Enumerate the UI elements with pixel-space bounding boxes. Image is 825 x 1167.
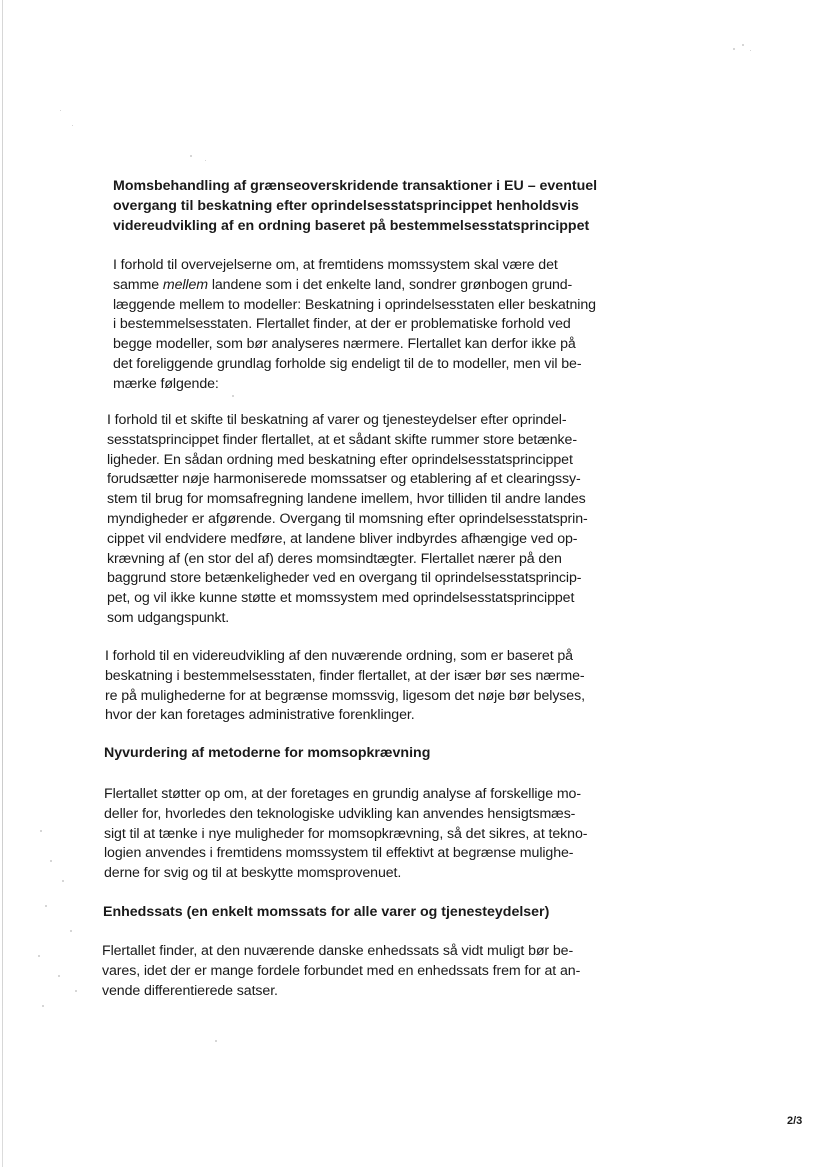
title-line: videreudvikling af en ordning baseret på bestemmelsesstatsprincippet xyxy=(113,218,590,234)
title-line: overgang til beskatning efter oprindelsesstatsprincippet henholdsvis xyxy=(113,198,579,214)
scan-speck xyxy=(742,44,744,46)
paragraph-5 xyxy=(102,942,580,1001)
paragraph-line: deller for, hvorledes den teknologiske udvikling kan anvendes hensigtsmæs- xyxy=(104,805,576,822)
paragraph-line: I forhold til en videreudvikling af den nuværende ordning, som er baseret på xyxy=(105,648,573,664)
paragraph-line: det foreliggende grundlag forholde sig endeligt til de to modeller, men vil be- xyxy=(113,355,582,372)
scan-speck xyxy=(215,1040,217,1042)
paragraph-line: myndigheder er afgørende. Overgang til momsning efter oprindelsesstatsprin- xyxy=(107,510,588,527)
paragraph-line: i bestemmelsesstaten. Flertallet finder, at der er problematiske forhold ved xyxy=(113,316,571,333)
scan-speck xyxy=(75,990,77,992)
paragraph-line: derne for svig og til at beskytte momsprovenuet. xyxy=(104,865,402,882)
scan-speck xyxy=(232,395,234,397)
paragraph-line: cippet vil endvidere medføre, at landene bliver indbyrdes afhængige ved op- xyxy=(107,530,578,547)
text-run: landene som i det enkelte land, sondrer grønbogen grund- xyxy=(207,276,573,293)
paragraph-line: re på mulighederne for at begrænse momssvig, ligesom det nøje bør belyses, xyxy=(105,687,585,704)
scan-speck xyxy=(38,955,40,957)
paragraph-line: Flertallet støtter op om, at der foretages en grundig analyse af forskellige mo- xyxy=(104,786,581,802)
scan-speck xyxy=(40,830,42,832)
paragraph-line: begge modeller, som bør analyseres nærmere. Flertallet kan derfor ikke på xyxy=(113,336,576,353)
paragraph-line: beskatning i bestemmelsesstaten, finder flertallet, at der især bør ses nærme- xyxy=(105,667,585,684)
scan-edge xyxy=(2,0,3,1167)
paragraph-line: hvor der kan foretages administrative forenklinger. xyxy=(105,707,415,724)
scan-speck xyxy=(62,880,64,882)
section-heading-metoder: Nyvurdering af metoderne for momsopkrævning xyxy=(104,745,431,761)
paragraph-4 xyxy=(104,785,587,884)
scan-speck xyxy=(60,110,61,111)
paragraph-line xyxy=(113,276,596,296)
paragraph-line: mærke følgende: xyxy=(113,375,219,392)
paragraph-line: vende differentierede satser. xyxy=(102,982,278,999)
scan-speck xyxy=(205,160,206,161)
paragraph-2 xyxy=(107,411,588,629)
paragraph-line: baggrund store betænkeligheder ved en overgang til oprindelsesstatsprincip- xyxy=(107,570,582,587)
paragraph-1 xyxy=(113,256,596,395)
paragraph-line: Flertallet finder, at den nuværende danske enhedssats så vidt muligt bør be- xyxy=(102,943,574,959)
emphasis-text: mellem xyxy=(162,276,208,293)
paragraph-line: logien anvendes i fremtidens momssystem til effektivt at begrænse mulighe- xyxy=(104,845,574,862)
paragraph-line: sesstatsprincippet finder flertallet, at et sådant skifte rummer store betænke- xyxy=(107,431,577,448)
scan-speck xyxy=(750,50,751,51)
paragraph-line: læggende mellem to modeller: Beskatning i oprindelsesstaten eller beskatning xyxy=(113,296,596,313)
paragraph-line: I forhold til et skifte til beskatning af varer og tjenesteydelser efter oprindel- xyxy=(107,412,567,428)
paragraph-line: I forhold til overvejelserne om, at fremtidens momssystem skal være det xyxy=(113,257,558,273)
paragraph-line: krævning af (en stor del af) deres momsindtægter. Flertallet nærer på den xyxy=(107,550,562,567)
page-number: 2/3 xyxy=(787,1115,803,1127)
scan-speck xyxy=(45,905,47,907)
scan-speck xyxy=(190,155,192,157)
paragraph-line: som udgangspunkt. xyxy=(107,609,230,626)
document-title xyxy=(113,176,713,236)
paragraph-3 xyxy=(105,647,585,726)
text-run: samme xyxy=(113,276,163,293)
scan-speck xyxy=(733,48,735,50)
section-heading-enhedssats: Enhedssats (en enkelt momssats for alle varer og tjenesteydelser) xyxy=(103,904,550,920)
scan-speck xyxy=(58,975,60,977)
title-line: Momsbehandling af grænseoverskridende transaktioner i EU – eventuel xyxy=(113,178,598,194)
paragraph-line: forudsætter nøje harmoniserede momssatser og etablering af et clearingssy- xyxy=(107,471,581,488)
paragraph-line: pet, og vil ikke kunne støtte et momssystem med oprindelsesstatsprincippet xyxy=(107,590,575,607)
paragraph-line: stem til brug for momsafregning landene imellem, hvor tilliden til andre landes xyxy=(107,491,586,508)
paragraph-line: ligheder. En sådan ordning med beskatning efter oprindelsesstatsprincippet xyxy=(107,451,573,468)
scan-speck xyxy=(50,860,52,862)
scan-speck xyxy=(70,930,72,932)
scan-speck xyxy=(42,1005,44,1007)
paragraph-line: sigt til at tænke i nye muligheder for momsopkrævning, så det sikres, at tekno- xyxy=(104,825,588,842)
paragraph-line: vares, idet der er mange fordele forbundet med en enhedssats frem for at an- xyxy=(102,962,581,979)
scan-speck xyxy=(72,125,73,126)
